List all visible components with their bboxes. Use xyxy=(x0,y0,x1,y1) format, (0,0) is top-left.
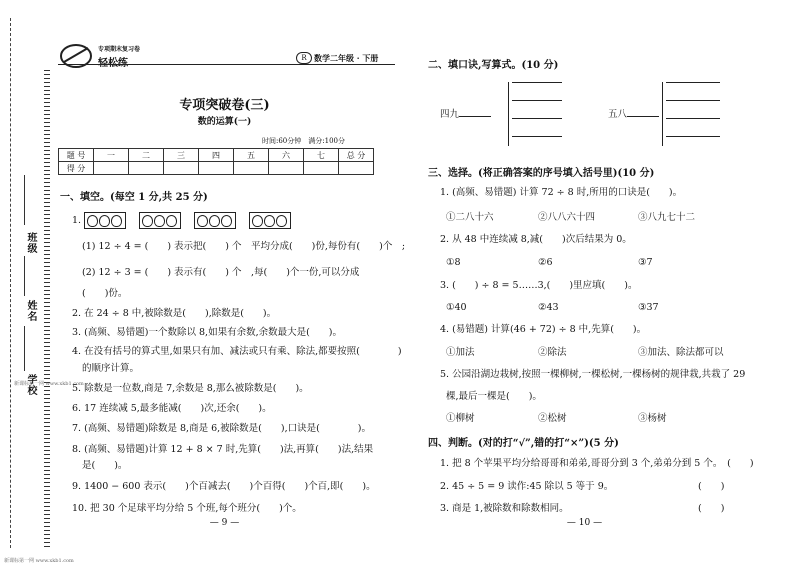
judge-2-answer[interactable]: ( ) xyxy=(698,481,725,492)
page-number-left: — 9 — xyxy=(209,518,240,528)
score-cell: 得 分 xyxy=(59,162,94,175)
watermark-bottom: 新课标第一网 www.xkb1.com xyxy=(4,558,74,564)
section-4-heading: 四、判断。(对的打“√”,错的打“×”)(5 分) xyxy=(428,438,619,449)
right-page xyxy=(412,0,772,566)
choice-2-question: 2. 从 48 中连续减 8,减( )次后结果为 0。 xyxy=(440,234,632,245)
publisher-badge-icon: R xyxy=(296,52,312,64)
time-score-meta: 时间:60分钟 满分:100分 xyxy=(262,137,345,145)
choice-2-opt-c[interactable]: ③7 xyxy=(638,257,653,268)
q1-part-3: ( )份。 xyxy=(82,288,128,299)
choice-3-opt-a[interactable]: ①40 xyxy=(446,302,467,313)
score-cell: 六 xyxy=(269,149,304,162)
binding-stripes xyxy=(44,70,50,550)
page-number-right: — 10 — xyxy=(566,518,603,528)
school-label: 学校 xyxy=(25,374,36,396)
class-label: 班级 xyxy=(25,232,36,254)
q7-text: 7. (高频、易错题)除数是 8,商是 6,被除数是( ),口诀是( )。 xyxy=(72,423,372,434)
apple-group xyxy=(84,212,126,229)
q8-text: 8. (高频、易错题)计算 12 + 8 × 7 时,先算( )法,再算( )法,结果 xyxy=(72,444,374,455)
answer-line[interactable] xyxy=(512,136,562,137)
score-cell: 一 xyxy=(94,149,129,162)
answer-line[interactable] xyxy=(512,82,562,83)
apple-icon xyxy=(209,215,220,227)
score-cell: 五 xyxy=(234,149,269,162)
score-table-score-row xyxy=(59,162,374,175)
judge-2: 2. 45 ÷ 5 = 9 读作:45 除以 5 等于 9。 xyxy=(440,481,614,492)
score-input-cell[interactable] xyxy=(234,162,269,175)
q1-part-2: (2) 12 ÷ 3 = ( ) 表示有( ) 个 ,每( )个一份,可以分成 xyxy=(82,267,360,278)
answer-line[interactable] xyxy=(666,136,720,137)
choice-1-question: 1. (高频、易错题) 计算 72 ÷ 8 时,所用的口诀是( )。 xyxy=(440,187,683,198)
choice-5-opt-c[interactable]: ③杨树 xyxy=(638,413,667,424)
score-input-cell[interactable] xyxy=(199,162,234,175)
page-subtitle: 数的运算(一) xyxy=(197,117,252,127)
class-line xyxy=(24,175,25,225)
choice-1-opt-c[interactable]: ③八九七十二 xyxy=(638,212,696,223)
cut-line xyxy=(10,18,11,548)
q1-number: 1. xyxy=(72,215,82,226)
judge-1: 1. 把 8 个苹果平均分给哥哥和弟弟,哥哥分到 3 个,弟弟分到 5 个。 ( ) xyxy=(440,458,754,469)
choice-5-opt-b[interactable]: ②松树 xyxy=(538,413,567,424)
choice-4-opt-a[interactable]: ①加法 xyxy=(446,347,475,358)
choice-4-opt-c[interactable]: ③加法、除法都可以 xyxy=(638,347,724,358)
apple-icon xyxy=(276,215,287,227)
rhyme-left-text: 四九 xyxy=(440,109,460,120)
apple-group xyxy=(139,212,181,229)
q1-apple-groups xyxy=(72,212,301,229)
score-cell: 三 xyxy=(164,149,199,162)
grade-label: 数学二年级 · 下册 xyxy=(314,53,379,63)
score-input-cell[interactable] xyxy=(94,162,129,175)
apple-icon xyxy=(111,215,122,227)
page-title: 专项突破卷(三) xyxy=(179,98,270,113)
q6-text: 6. 17 连续减 5,最多能减( )次,还余( )。 xyxy=(72,403,272,414)
choice-5-question-cont: 棵,最后一棵是( )。 xyxy=(446,391,542,402)
score-table xyxy=(58,148,374,175)
q8-text-cont: 是( )。 xyxy=(82,460,128,471)
choice-2-opt-a[interactable]: ①8 xyxy=(446,257,461,268)
rhyme-left-label xyxy=(440,108,491,121)
q10-text: 10. 把 30 个足球平均分给 5 个班,每个班分( )个。 xyxy=(72,503,302,514)
name-line xyxy=(24,256,25,296)
choice-3-opt-c[interactable]: ③37 xyxy=(638,302,659,313)
apple-icon xyxy=(87,215,98,227)
bracket-left xyxy=(508,82,509,146)
rhyme-right-text: 五八 xyxy=(608,109,628,120)
school-line xyxy=(24,326,25,371)
score-cell: 总 分 xyxy=(339,149,374,162)
name-label: 姓名 xyxy=(25,300,36,322)
logo-block xyxy=(58,40,158,74)
section-1-heading: 一、填空。(每空 1 分,共 25 分) xyxy=(60,192,208,203)
watermark-left: 新课标第一网 www.xkb1.com xyxy=(14,381,84,387)
judge-3-answer[interactable]: ( ) xyxy=(698,503,725,514)
choice-3-opt-b[interactable]: ②43 xyxy=(538,302,559,313)
q2-text: 2. 在 24 ÷ 8 中,被除数是( ),除数是( )。 xyxy=(72,308,277,319)
choice-4-opt-b[interactable]: ②除法 xyxy=(538,347,567,358)
apple-icon xyxy=(166,215,177,227)
answer-line[interactable] xyxy=(512,100,562,101)
series-label: 专项期末复习卷 xyxy=(98,46,141,53)
q9-text: 9. 1400 − 600 表示( )个百减去( )个百得( )个百,即( )。 xyxy=(72,481,376,492)
answer-line[interactable] xyxy=(666,100,720,101)
choice-2-opt-b[interactable]: ②6 xyxy=(538,257,553,268)
choice-4-question: 4. (易错题) 计算(46 + 72) ÷ 8 中,先算( )。 xyxy=(440,324,647,335)
choice-3-question: 3. ( ) ÷ 8 = 5……3,( )里应填( )。 xyxy=(440,280,638,291)
score-cell: 题 号 xyxy=(59,149,94,162)
q1-part-1: (1) 12 ÷ 4 = ( ) 表示把( ) 个 平均分成( )份,每份有( )个 ; xyxy=(82,241,406,252)
score-table-header-row xyxy=(59,149,374,162)
score-input-cell[interactable] xyxy=(269,162,304,175)
answer-line[interactable] xyxy=(666,82,720,83)
apple-group xyxy=(249,212,291,229)
apple-group xyxy=(194,212,236,229)
choice-1-opt-a[interactable]: ①二八十六 xyxy=(446,212,494,223)
score-cell: 七 xyxy=(304,149,339,162)
score-input-cell[interactable] xyxy=(164,162,199,175)
score-cell: 二 xyxy=(129,149,164,162)
rhyme-right-blank[interactable] xyxy=(627,116,659,117)
score-cell: 四 xyxy=(199,149,234,162)
score-input-cell[interactable] xyxy=(304,162,339,175)
logo-text xyxy=(98,54,128,69)
apple-icon xyxy=(154,215,165,227)
mascot-icon xyxy=(58,40,98,70)
q5-text: 5. 除数是一位数,商是 7,余数是 8,那么被除数是( )。 xyxy=(72,383,309,394)
answer-line[interactable] xyxy=(512,118,562,119)
score-input-cell[interactable] xyxy=(339,162,374,175)
apple-icon xyxy=(99,215,110,227)
bracket-right xyxy=(662,82,663,146)
apple-icon xyxy=(142,215,153,227)
apple-icon xyxy=(264,215,275,227)
apple-icon xyxy=(252,215,263,227)
left-page xyxy=(52,0,406,566)
choice-5-opt-a[interactable]: ①柳树 xyxy=(446,413,475,424)
apple-icon xyxy=(221,215,232,227)
apple-icon xyxy=(197,215,208,227)
q3-text: 3. (高频、易错题)一个数除以 8,如果有余数,余数最大是( )。 xyxy=(72,327,343,338)
rhyme-right-label xyxy=(608,108,659,121)
choice-5-question: 5. 公园沿湖边栽树,按照一棵柳树,一棵松树,一棵杨树的规律栽,共栽了 29 xyxy=(440,369,746,380)
choice-1-opt-b[interactable]: ②八八六十四 xyxy=(538,212,596,223)
judge-3: 3. 商是 1,被除数和除数相同。 xyxy=(440,503,569,514)
q4-text: 4. 在没有括号的算式里,如果只有加、减法或只有乘、除法,都要按照( ) xyxy=(72,346,402,357)
header-rule xyxy=(58,64,395,65)
section-3-heading: 三、选择。(将正确答案的序号填入括号里)(10 分) xyxy=(428,168,655,179)
section-2-heading: 二、填口诀,写算式。(10 分) xyxy=(428,60,559,71)
score-input-cell[interactable] xyxy=(129,162,164,175)
answer-line[interactable] xyxy=(666,118,720,119)
rhyme-left-blank[interactable] xyxy=(459,116,491,117)
q4-text-cont: 的顺序计算。 xyxy=(82,363,140,374)
